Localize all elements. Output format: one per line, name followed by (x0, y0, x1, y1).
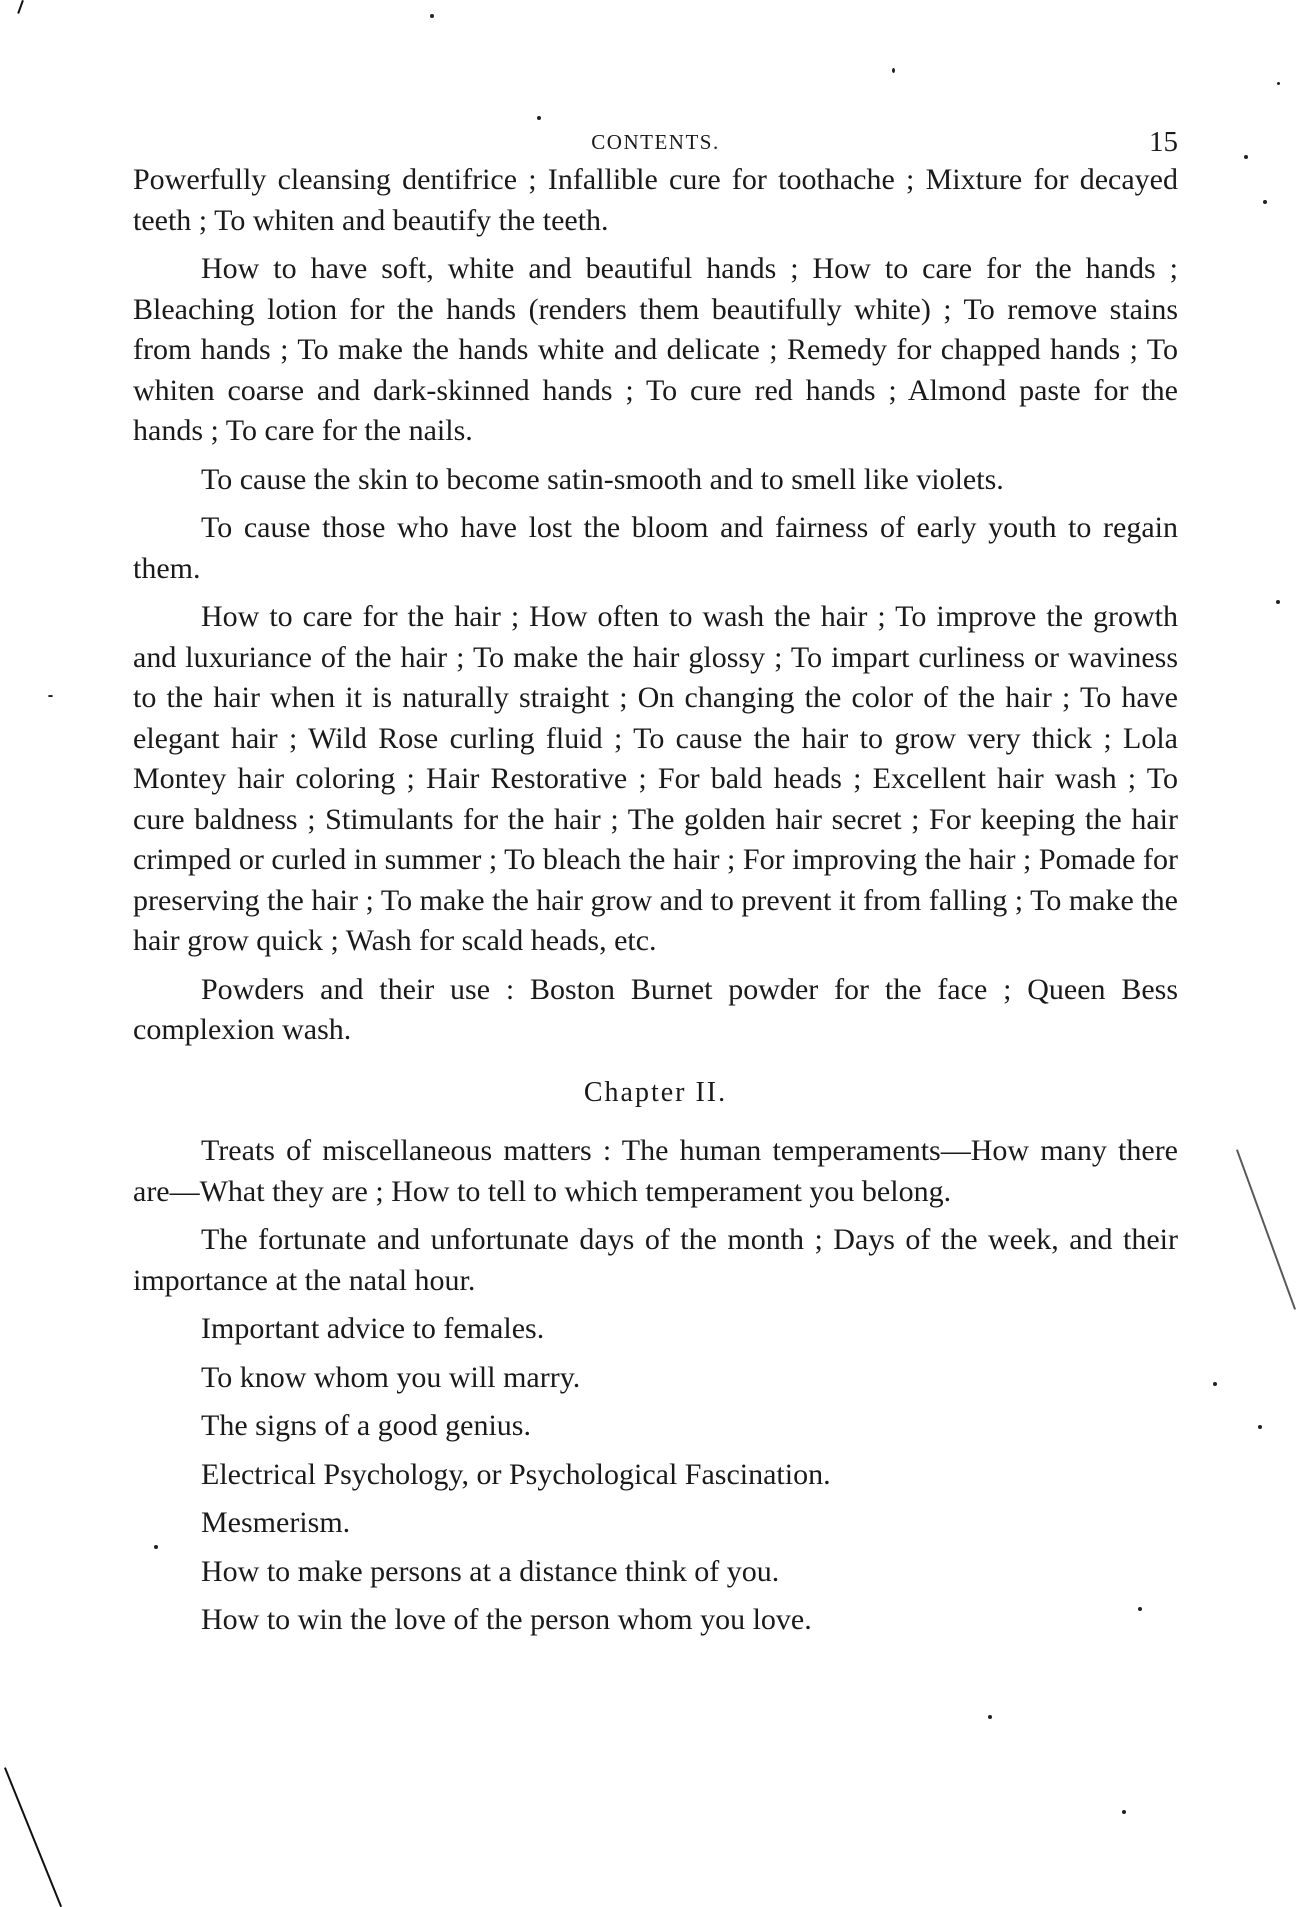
running-header (133, 120, 1178, 160)
contents-paragraph: Powerfully cleansing dentifrice ; Infallible cure for toothache ; Mixture for decayed teeth ; To whiten and beautify the teeth. (133, 163, 1178, 237)
contents-paragraph: How to win the love of the person whom you love. (201, 1603, 812, 1636)
contents-paragraph: How to care for the hair ; How often to wash the hair ; To improve the growth and luxuriance of the hair ; To make the hair glossy ; To impart curliness or waviness to the hair when it is naturally straight ; On changing the color of the hair ; To have elegant hair ; Wild Rose curling fluid ; To cause the hair to grow very thick ; Lola Montey hair coloring ; Hair Restorative ; For bald heads ; Excellent hair wash ; To cure baldness ; Stimulants for the hair ; The golden hair secret ; For keeping the hair crimped or curled in summer ; To bleach the hair ; For improving the hair ; Pomade for preserving the hair ; To make the hair grow and to prevent it from falling ; To make the hair grow quick ; Wash for scald heads, etc. (133, 600, 1178, 957)
contents-paragraph: Important advice to females. (201, 1312, 545, 1345)
page-number: 15 (1149, 126, 1178, 158)
contents-paragraph: The signs of a good genius. (201, 1409, 531, 1442)
scan-mark-top-left (17, 0, 24, 14)
contents-paragraph: How to make persons at a distance think of you. (201, 1554, 780, 1588)
scan-speck (430, 14, 434, 18)
scan-mark-right-margin (1236, 1149, 1296, 1309)
contents-paragraph: To cause those who have lost the bloom and fairness of early youth to regain them. (133, 511, 1178, 585)
scan-speck (1276, 600, 1280, 604)
scan-speck (1244, 155, 1248, 159)
scan-speck (892, 68, 895, 73)
running-title: CONTENTS. (591, 130, 720, 154)
scan-mark-left-bottom (4, 1767, 62, 1907)
scan-speck (48, 695, 53, 697)
scan-speck (1122, 1810, 1126, 1814)
contents-paragraph: How to have soft, white and beautiful hands ; How to care for the hands ; Bleaching lotion for the hands (renders them beautifully white) ; To remove stains from hands ; To make the hands white and delicate ; Remedy for chapped hands ; To whiten coarse and dark-skinned hands ; To cure red hands ; Almond paste for the hands ; To care for the nails. (133, 252, 1178, 447)
scan-speck (988, 1715, 992, 1719)
contents-paragraph: The fortunate and unfortunate days of the month ; Days of the week, and their importance at the natal hour. (133, 1223, 1178, 1297)
contents-paragraph: Electrical Psychology, or Psychological Fascination. (201, 1457, 831, 1491)
contents-paragraph: Treats of miscellaneous matters : The human temperaments—How many there are—What they are ; How to tell to which temperament you belong. (133, 1134, 1178, 1208)
scan-speck (1258, 1425, 1262, 1429)
contents-paragraph: Mesmerism. (201, 1506, 351, 1539)
scan-speck (1277, 82, 1280, 85)
contents-paragraph: To know whom you will marry. (201, 1360, 581, 1394)
contents-paragraph: To cause the skin to become satin-smooth and to smell like violets. (201, 462, 1004, 496)
document-page (133, 120, 1178, 1649)
contents-paragraph: Powders and their use : Boston Burnet powder for the face ; Queen Bess complexion wash. (133, 972, 1178, 1046)
contents-body (133, 160, 1178, 1641)
scan-speck (1213, 1382, 1217, 1386)
scan-speck (1263, 200, 1267, 204)
chapter-heading: Chapter II. (583, 1076, 728, 1108)
